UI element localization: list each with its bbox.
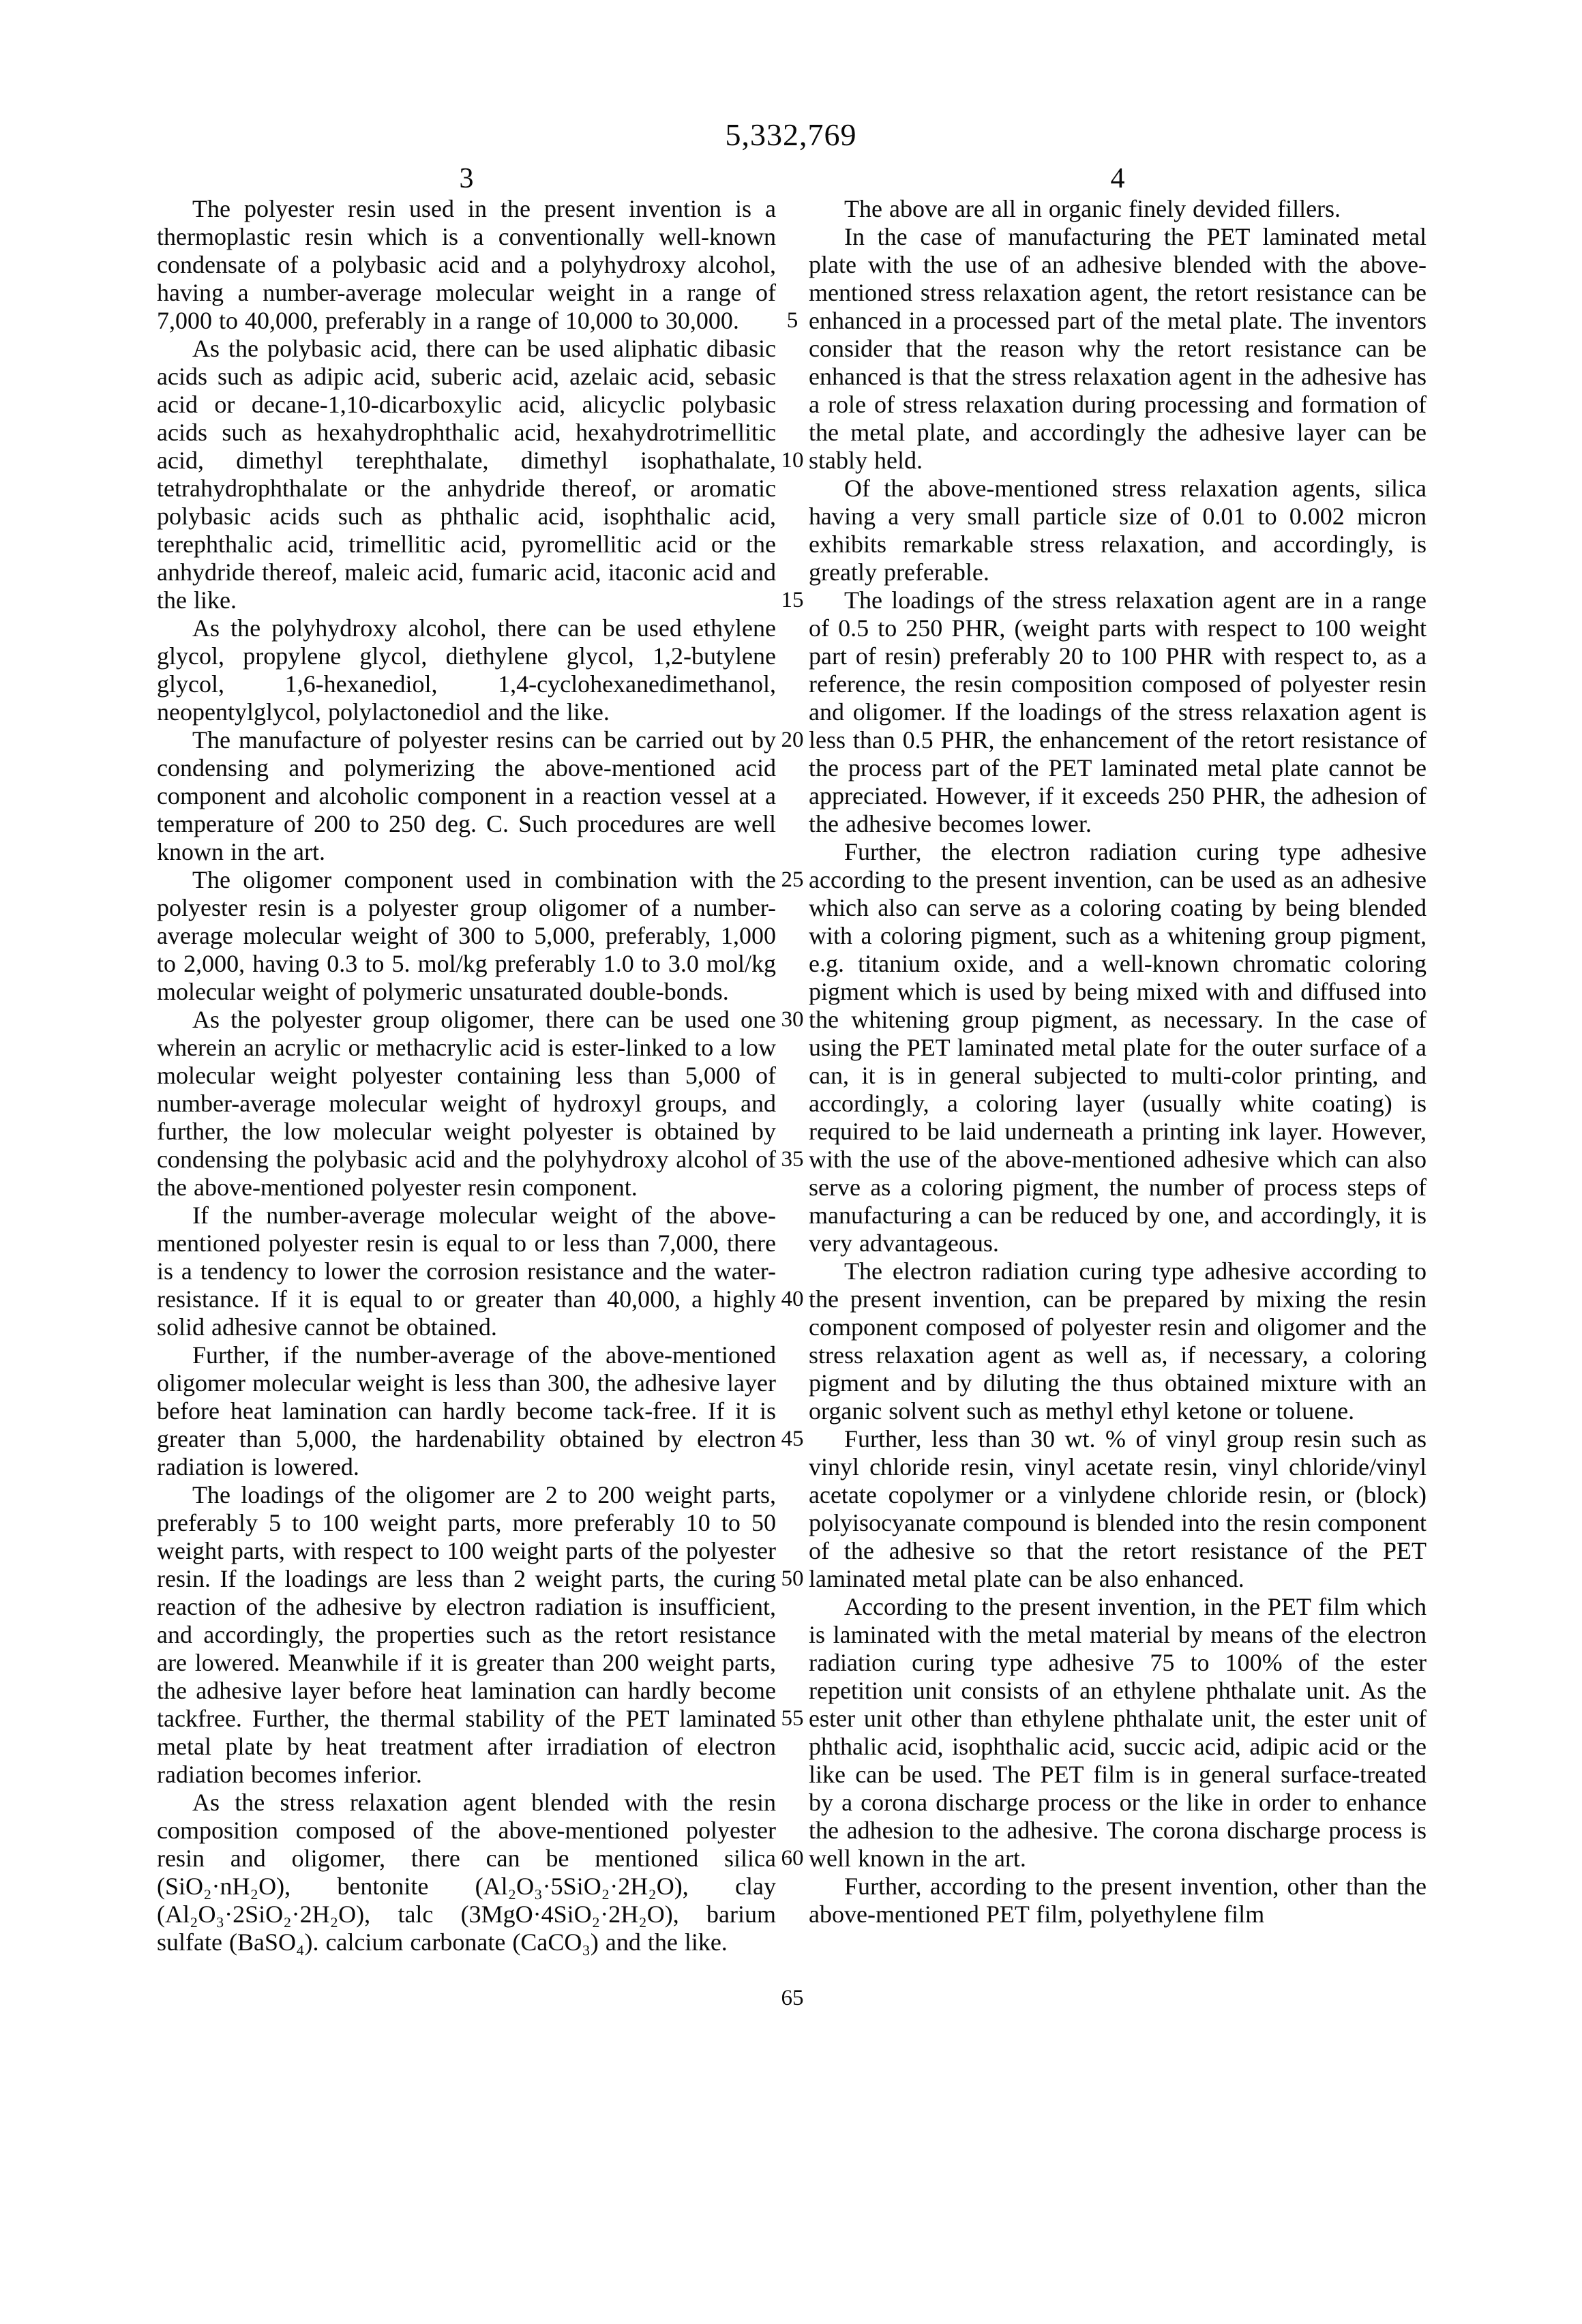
right-paragraph-9: Further, according to the present invention, other than the above-mentioned PET film, polyethylene film [809,1873,1427,1928]
left-paragraph-2: As the polybasic acid, there can be used aliphatic dibasic acids such as adipic acid, suberic acid, azelaic acid, sebasic acid or decane-1,10-dicarboxylic acid, alicyclic polybasic acids such as hexahydrophthalic acid, hexahydrotrimellitic acid, dimethyl terephthalate, dimethyl isophathalate, tetrahydrophthalate or the anhydride thereof, or aromatic polybasic acids such as phthalic acid, isophthalic acid, terephthalic acid, trimellitic acid, pyromellitic acid or the anhydride thereof, maleic acid, fumaric acid, itaconic acid and the like. [157,335,776,614]
left-paragraph-1: The polyester resin used in the present invention is a thermoplastic resin which is a conventionally well-known condensate of a polybasic acid and a polyhydroxy alcohol, having a number-average molecular weight in a range of 7,000 to 40,000, preferably in a range of 10,000 to 30,000. [157,195,776,334]
left-paragraph-4: The manufacture of polyester resins can be carried out by condensing and polymerizing the above-mentioned acid component and alcoholic component in a reaction vessel at a temperature of 200 to 250 deg. C. Such procedures are well known in the art. [157,726,776,865]
line-number-20: 20 [781,728,804,752]
column-right [809,162,1427,1928]
line-number-45: 45 [781,1427,804,1451]
line-number-25: 25 [781,867,804,892]
left-paragraph-5: The oligomer component used in combination with the polyester resin is a polyester group oligomer of a number-average molecular weight of 300 to 5,000, preferably, 1,000 to 2,000, having 0.3 to 5. mol/kg preferably 1.0 to 3.0 mol/kg molecular weight of polymeric unsaturated double-bonds. [157,866,776,1005]
line-number-30: 30 [781,1007,804,1032]
column-left-number: 3 [459,163,474,194]
left-paragraph-10: As the stress relaxation agent blended with the resin composition composed of the above-mentioned polyester resin and oligomer, there can be mentioned silica (SiO₂·nH₂O), bentonite (Al₂O₃·5SiO₂·2H₂O), clay (Al₂O₃·2SiO₂·2H₂O), talc (3MgO·4SiO₂·2H₂O), barium sulfate (BaSO₄). calcium carbonate (CaCO₃) and the like. [157,1789,776,1956]
line-number-60: 60 [781,1846,804,1871]
right-paragraph-1: The above are all in organic finely devided fillers. [844,195,1341,222]
right-paragraph-7: Further, less than 30 wt. % of vinyl group resin such as vinyl chloride resin, vinyl acetate resin, vinyl chloride/vinyl acetate copolymer or a vinlydene chloride resin, or (block) polyisocyanate compound is blended into the resin component of the adhesive so that the retort resistance of the PET laminated metal plate can be also enhanced. [809,1425,1427,1592]
right-paragraph-3: Of the above-mentioned stress relaxation agents, silica having a very small particle size of 0.01 to 0.002 micron exhibits remarkable stress relaxation, and accordingly, is greatly preferable. [809,475,1427,586]
left-paragraph-3: As the polyhydroxy alcohol, there can be used ethylene glycol, propylene glycol, diethylene glycol, 1,2-butylene glycol, 1,6-hexanediol, 1,4-cyclohexanedimethanol, neopentylglycol, polylactonediol and the like. [157,614,776,726]
line-number-35: 35 [781,1147,804,1172]
column-left [157,162,776,1956]
left-paragraph-8: Further, if the number-average of the above-mentioned oligomer molecular weight is less than 300, the adhesive layer before heat lamination can hardly become tack-free. If it is greater than 5,000, the hardenability obtained by electron radiation is lowered. [157,1341,776,1480]
columns-container [157,162,1427,2010]
line-number-65: 65 [781,1986,804,2010]
line-number-40: 40 [781,1287,804,1311]
right-paragraph-5: Further, the electron radiation curing type adhesive according to the present invention, can be used as an adhesive which also can serve as a coloring coating by being blended with a coloring pigment, such as a whitening group pigment, e.g. titanium oxide, and a well-known chromatic coloring pigment which is used by being mixed with and diffused into the whitening group pigment, as necessary. In the case of using the PET laminated metal plate for the outer surface of a can, it is in general subjected to multi-color printing, and accordingly, a coloring layer (usually white coating) is required to be laid underneath a printing ink layer. However, with the use of the above-mentioned adhesive which can also serve as a coloring pigment, the number of process steps of manufacturing a can be reduced by one, and accordingly, it is very advantageous. [809,838,1427,1257]
line-number-gutter [776,195,809,2010]
right-paragraph-8: According to the present invention, in the PET film which is laminated with the metal material by means of the electron radiation curing type adhesive 75 to 100% of the ester repetition unit consists of an ethylene phthalate unit. As the ester unit other than ethylene phthalate unit, the ester unit of phthalic acid, isophthalic acid, succic acid, adipic acid or the like can be used. The PET film is in general surface-treated by a corona discharge process or the like in order to enhance the adhesion to the adhesive. The corona discharge process is well known in the art. [809,1593,1427,1872]
line-number-50: 50 [781,1566,804,1591]
line-number-15: 15 [781,588,804,612]
right-paragraph-6: The electron radiation curing type adhesive according to the present invention, can be prepared by mixing the resin component composed of polyester resin and oligomer and the stress relaxation agent as well as, if necessary, a coloring pigment and by diluting the thus obtained mixture with an organic solvent such as methyl ethyl ketone or toluene. [809,1257,1427,1425]
left-paragraph-7: If the number-average molecular weight of the above-mentioned polyester resin is equal to or less than 7,000, there is a tendency to lower the corrosion resistance and the water-resistance. If it is equal to or greater than 40,000, a highly solid adhesive cannot be obtained. [157,1202,776,1341]
left-paragraph-9: The loadings of the oligomer are 2 to 200 weight parts, preferably 5 to 100 weight parts, more preferably 10 to 50 weight parts, with respect to 100 weight parts of the polyester resin. If the loadings are less than 2 weight parts, the curing reaction of the adhesive by electron radiation is insufficient, and accordingly, the properties such as the retort resistance are lowered. Meanwhile if it is greater than 200 weight parts, the adhesive layer before heat lamination can hardly become tackfree. Further, the thermal stability of the PET laminated metal plate by heat treatment after irradiation of electron radiation becomes inferior. [157,1481,776,1788]
right-paragraph-4: The loadings of the stress relaxation agent are in a range of 0.5 to 250 PHR, (weight parts with respect to 100 weight part of resin) preferably 20 to 100 PHR with respect to, as a reference, the resin composition composed of polyester resin and oligomer. If the loadings of the stress relaxation agent is less than 0.5 PHR, the enhancement of the retort resistance of the process part of the PET laminated metal plate cannot be appreciated. However, if it exceeds 250 PHR, the adhesion of the adhesive becomes lower. [809,586,1427,837]
line-number-5: 5 [786,308,799,333]
column-right-number: 4 [1110,163,1125,194]
line-number-55: 55 [781,1706,804,1731]
left-paragraph-6: As the polyester group oligomer, there can be used one wherein an acrylic or methacrylic acid is ester-linked to a low molecular weight polyester containing less than 5,000 of number-average molecular weight of hydroxyl groups, and further, the low molecular weight polyester is obtained by condensing the polybasic acid and the polyhydroxy alcohol of the above-mentioned polyester resin component. [157,1006,776,1201]
patent-number: 5,332,769 [725,117,857,152]
line-number-10: 10 [781,448,804,473]
right-paragraph-2: In the case of manufacturing the PET laminated metal plate with the use of an adhesive blended with the above-mentioned stress relaxation agent, the retort resistance can be enhanced in a processed part of the metal plate. The inventors consider that the reason why the retort resistance can be enhanced is that the stress relaxation agent in the adhesive has a role of stress relaxation during processing and formation of the metal plate, and accordingly the adhesive layer can be stably held. [809,223,1427,474]
